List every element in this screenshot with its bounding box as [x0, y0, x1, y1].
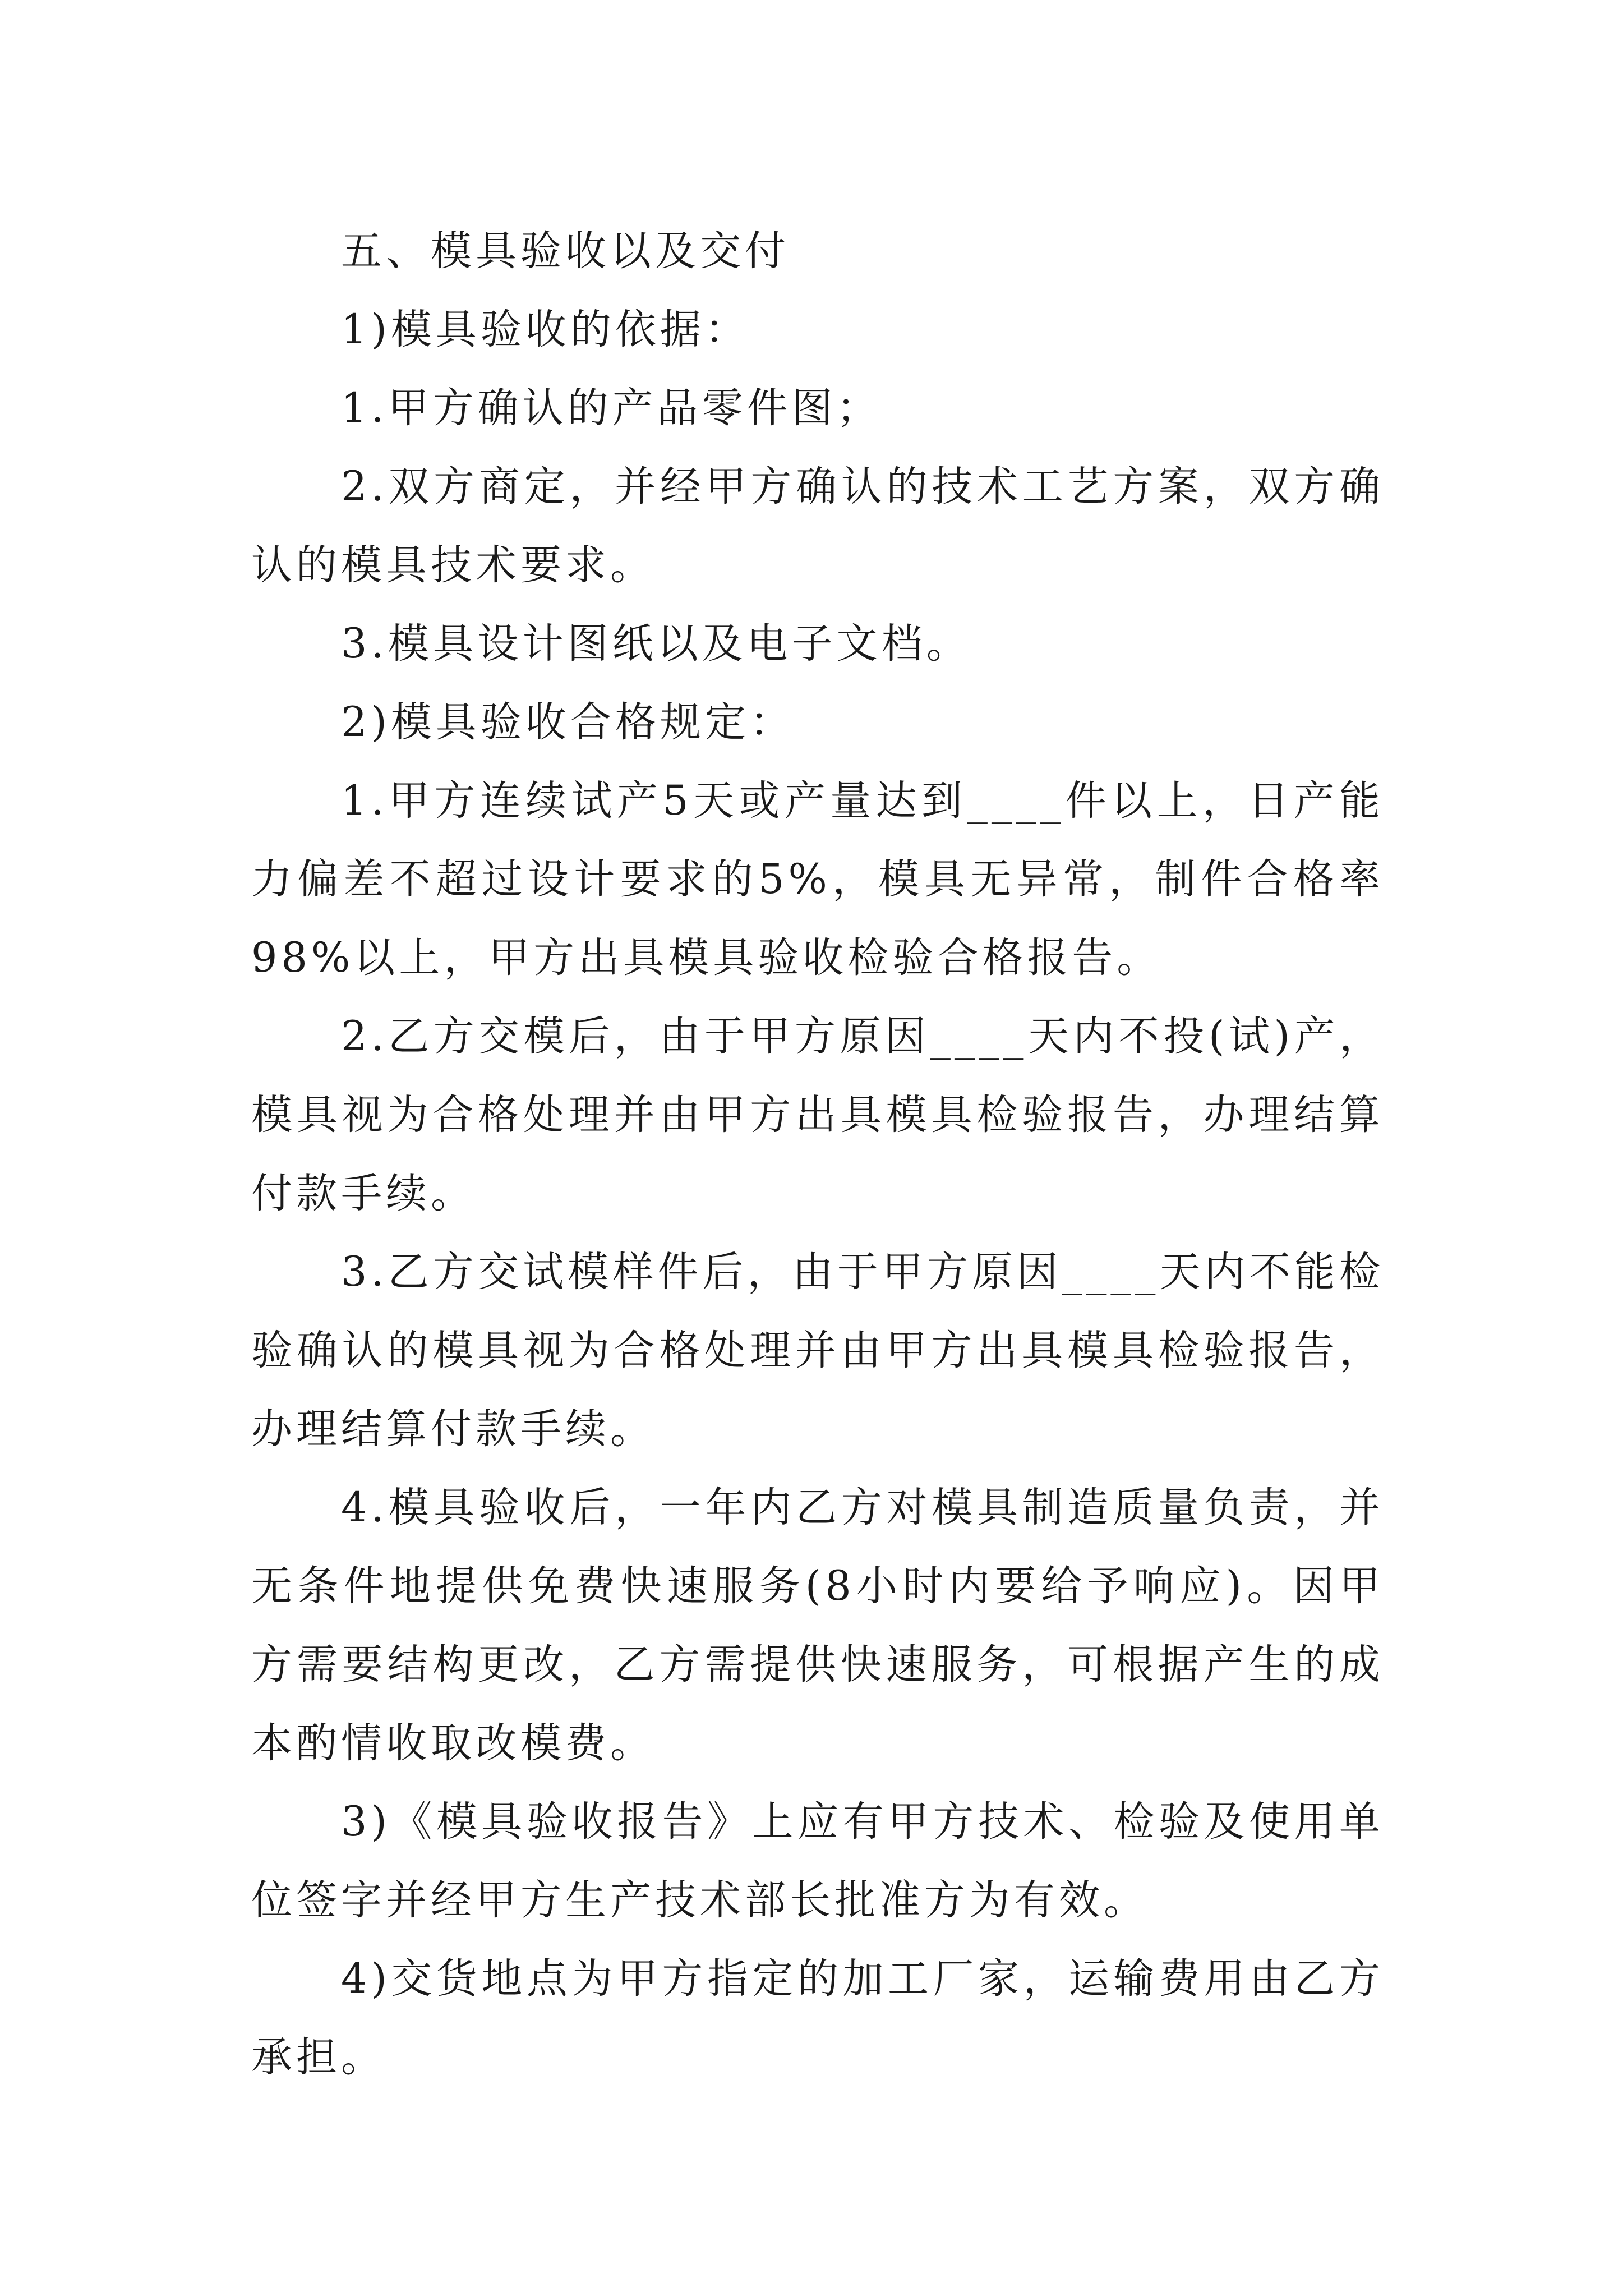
subsection-heading: 2)模具验收合格规定： — [341, 698, 795, 746]
document-body — [251, 212, 1384, 2097]
body-paragraph: 3)《模具验收报告》上应有甲方技术、检验及使用单位签字并经甲方生产技术部长批准方为有效。 — [251, 1798, 1384, 1924]
body-paragraph: 4)交货地点为甲方指定的加工厂家，运输费用由乙方承担。 — [251, 1955, 1384, 2081]
list-item: 1.甲方连续试产5天或产量达到____件以上，日产能力偏差不超过设计要求的5%，模具无异常，制件合格率98%以上，甲方出具模具验收检验合格报告。 — [251, 777, 1384, 982]
list-item: 4.模具验收后，一年内乙方对模具制造质量负责，并无条件地提供免费快速服务(8小时内要给予响应)。因甲方需要结构更改，乙方需提供快速服务，可根据产生的成本酌情收取改模费。 — [251, 1484, 1384, 1767]
list-item: 3.乙方交试模样件后，由于甲方原因____天内不能检验确认的模具视为合格处理并由甲方出具模具检验报告，办理结算付款手续。 — [251, 1248, 1384, 1453]
section-heading: 五、模具验收以及交付 — [341, 227, 790, 275]
list-item: 2.乙方交模后，由于甲方原因____天内不投(试)产，模具视为合格处理并由甲方出具模具检验报告，办理结算付款手续。 — [251, 1013, 1384, 1217]
list-item: 3.模具设计图纸以及电子文档。 — [341, 620, 971, 668]
list-item: 2.双方商定，并经甲方确认的技术工艺方案，双方确认的模具技术要求。 — [251, 463, 1384, 589]
list-item: 1.甲方确认的产品零件图； — [341, 384, 882, 432]
subsection-heading: 1)模具验收的依据： — [341, 306, 750, 353]
